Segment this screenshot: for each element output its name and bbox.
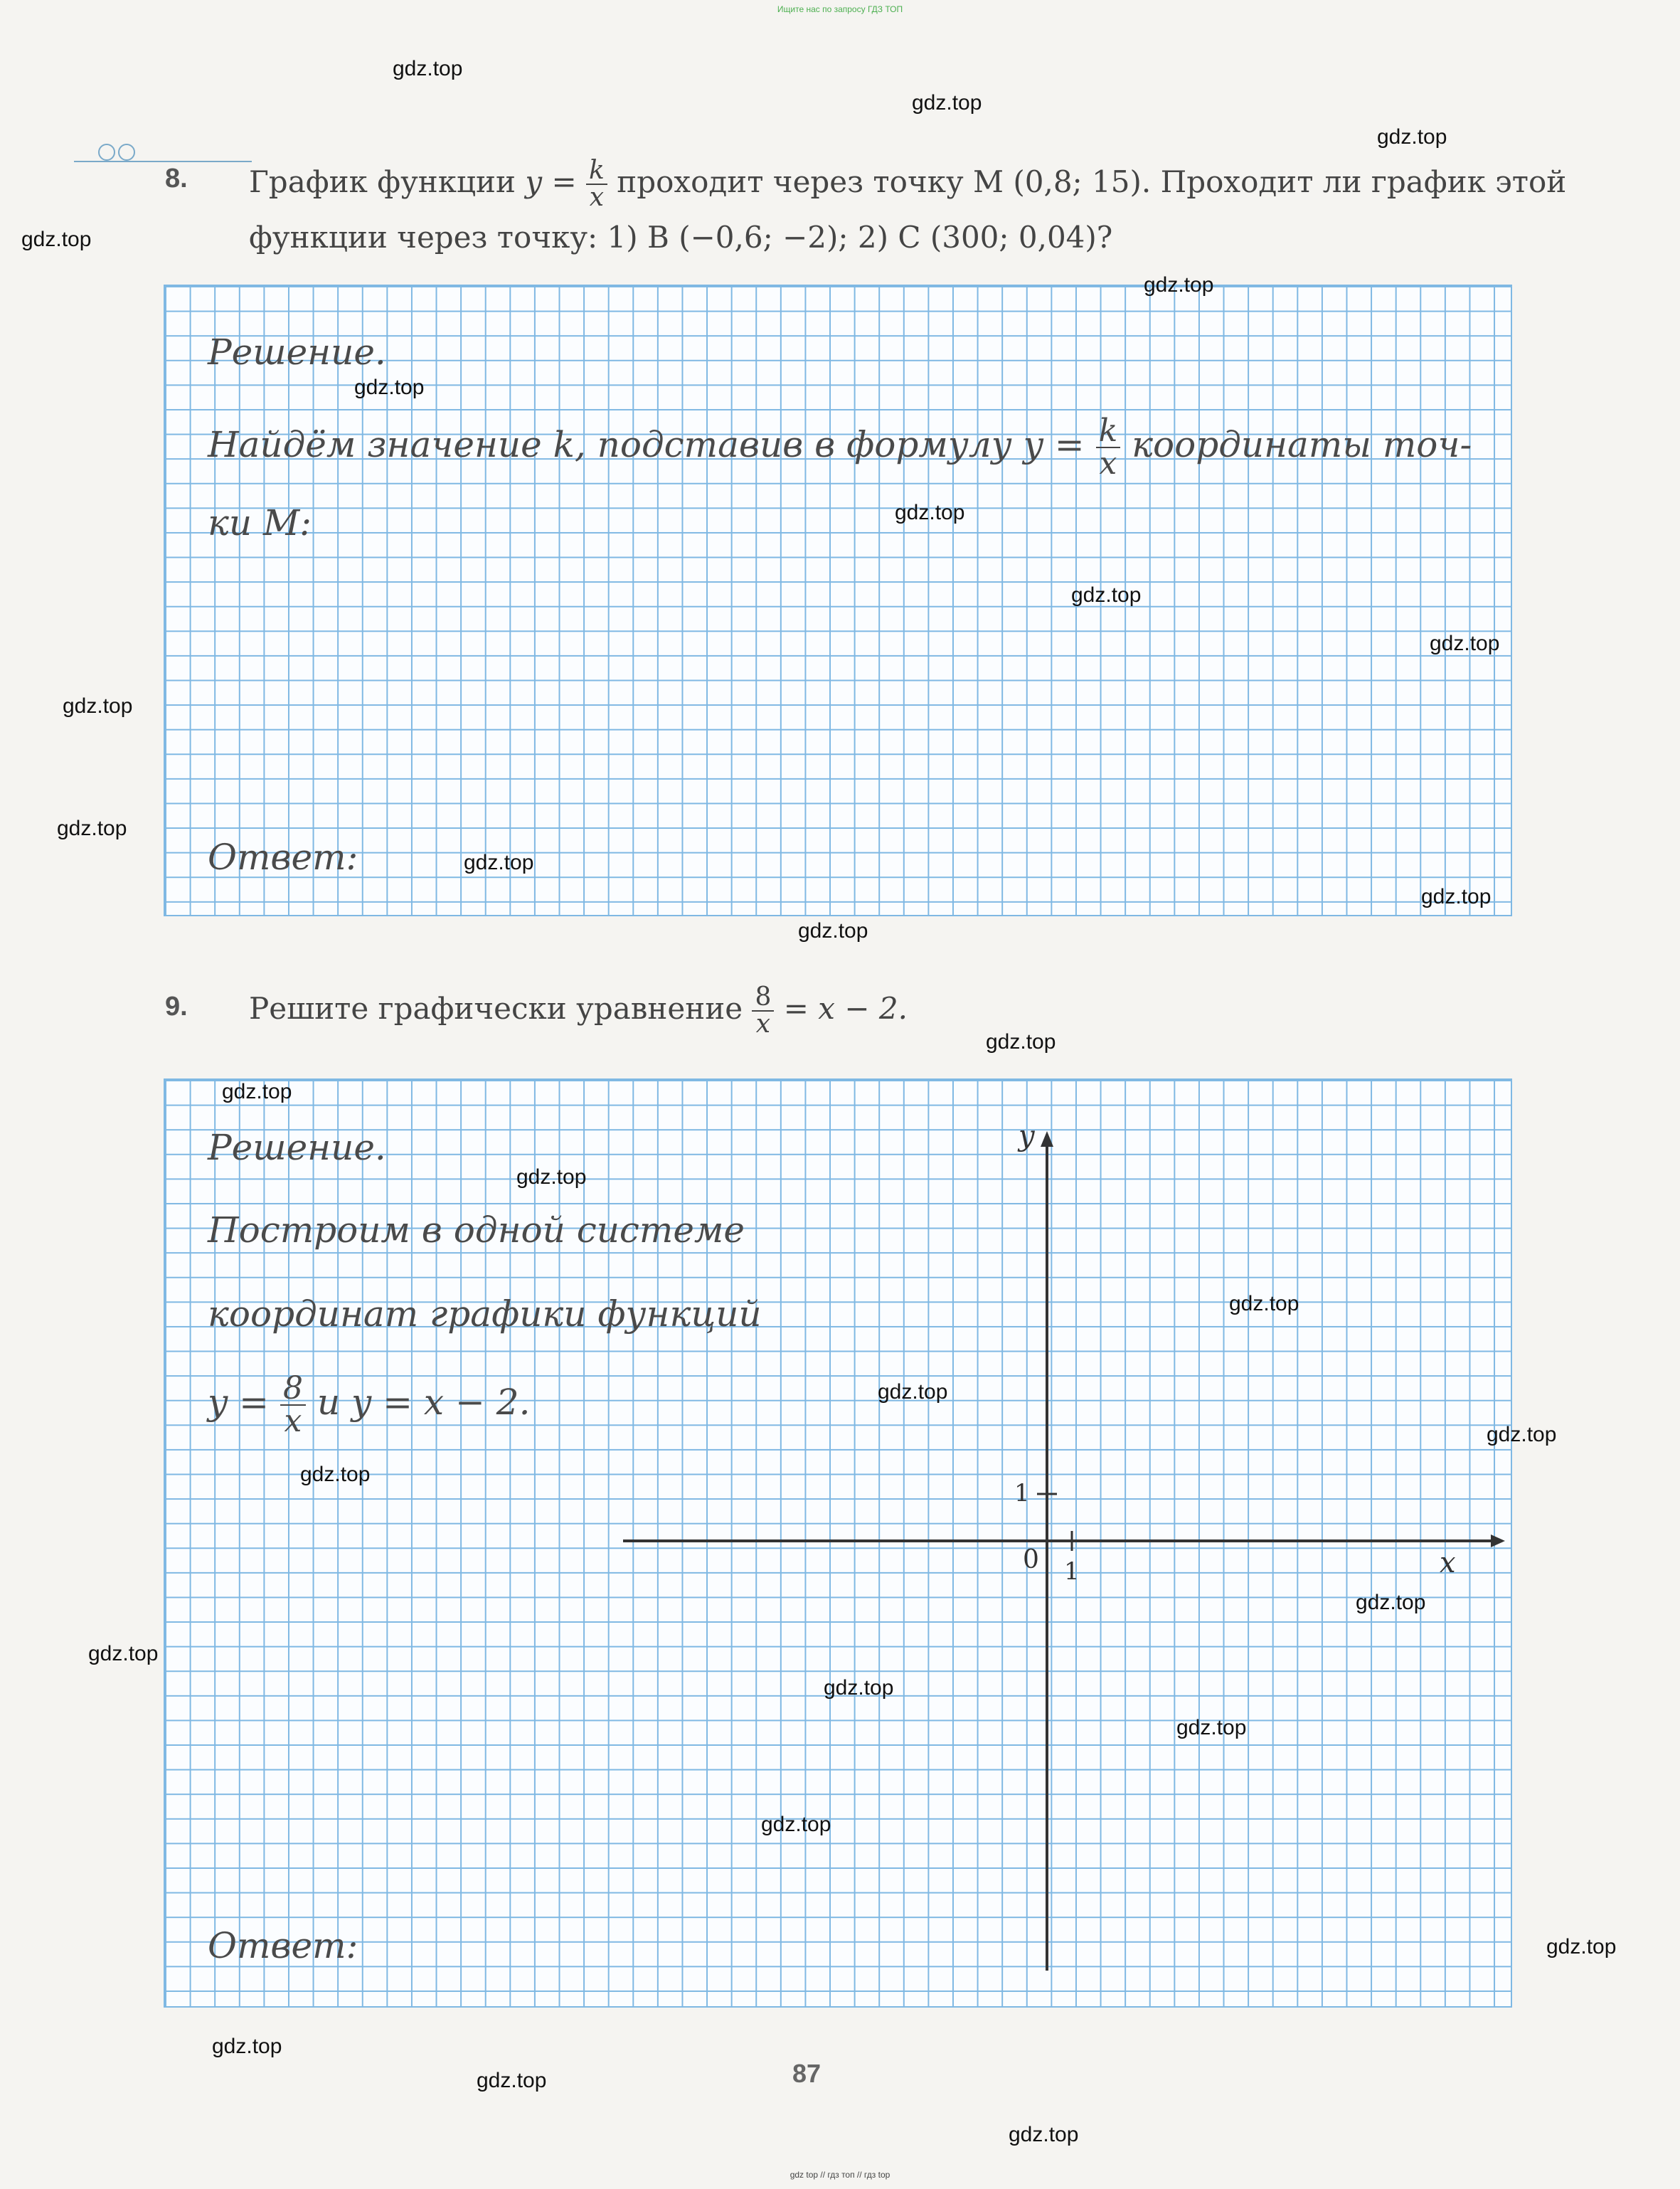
task8-sol-text-b: координаты точ-: [1132, 424, 1472, 465]
watermark: gdz.top: [1430, 632, 1500, 655]
watermark: gdz.top: [824, 1676, 894, 1700]
top-banner[interactable]: Ищите нас по запросу ГДЗ ТОП: [777, 4, 903, 14]
task8-sol-y-eq: y =: [1023, 424, 1085, 465]
task8-text-b: проходит через точку M (0,8; 15). Проходит ли график этой: [617, 164, 1567, 199]
watermark: gdz.top: [88, 1642, 159, 1665]
task8-frac-den: x: [586, 184, 607, 211]
task8-solution-label: Решение.: [208, 332, 386, 373]
task8-line2: функции через точку: 1) B (−0,6; −2); 2) C (300; 0,04)?: [249, 220, 1113, 255]
watermark: gdz.top: [798, 919, 868, 943]
watermark: gdz.top: [477, 2069, 547, 2092]
task9-frac-num: 8: [755, 982, 772, 1012]
task9-solution-label: Решение.: [208, 1127, 386, 1168]
watermark: gdz.top: [21, 228, 92, 251]
watermark: gdz.top: [986, 1030, 1056, 1054]
watermark: gdz.top: [222, 1080, 292, 1103]
task8-sol-frac-den: x: [1096, 447, 1121, 479]
watermark: gdz.top: [300, 1463, 371, 1486]
task9-sol-rest: и y = x − 2.: [317, 1382, 531, 1423]
watermark: gdz.top: [878, 1380, 948, 1404]
task8-sol-frac-num: k: [1098, 413, 1118, 449]
task9-answer-label: Ответ:: [208, 1925, 358, 1966]
watermark: gdz.top: [57, 817, 127, 840]
watermark: gdz.top: [516, 1165, 587, 1189]
y-unit-label: 1: [1014, 1479, 1030, 1507]
task9-number: 9.: [165, 992, 188, 1022]
x-axis-arrow-icon: [1491, 1535, 1505, 1547]
task9-sol-frac-den: x: [280, 1404, 306, 1437]
watermark: gdz.top: [464, 851, 534, 874]
watermark: gdz.top: [1421, 885, 1492, 908]
watermark: gdz.top: [212, 2035, 282, 2058]
task8-solution-line2: ки M:: [208, 502, 312, 544]
watermark: gdz.top: [761, 1813, 831, 1836]
task9-solution-line2: координат графики функций: [208, 1293, 762, 1335]
watermark: gdz.top: [1229, 1292, 1299, 1315]
watermark: gdz.top: [1176, 1716, 1247, 1739]
watermark: gdz.top: [895, 501, 965, 524]
watermark: gdz.top: [1546, 1935, 1617, 1959]
y-axis-label: y: [1019, 1120, 1035, 1152]
task9-frac-den: x: [752, 1010, 774, 1037]
watermark: gdz.top: [1356, 1591, 1426, 1614]
task8-answer-label: Ответ:: [208, 837, 358, 878]
task8-sol-text-a: Найдём значение k, подставив в формулу: [208, 424, 1012, 465]
watermark: gdz.top: [393, 57, 463, 80]
watermark: gdz.top: [1009, 2123, 1079, 2146]
watermark: gdz.top: [354, 376, 425, 399]
x-unit-label: 1: [1064, 1557, 1080, 1586]
origin-label: 0: [1023, 1545, 1039, 1574]
x-axis-label: x: [1440, 1547, 1456, 1579]
task9-text: Решите графически уравнение: [249, 991, 743, 1026]
task9-sol-frac-num: 8: [282, 1370, 303, 1406]
bottom-banner[interactable]: gdz top // гдз топ // гдз top: [790, 2170, 890, 2180]
task8-y-eq: y =: [525, 164, 577, 199]
page-number: 87: [792, 2059, 822, 2088]
watermark: gdz.top: [1071, 583, 1142, 607]
watermark: gdz.top: [1377, 125, 1447, 149]
watermark: gdz.top: [1487, 1423, 1557, 1446]
task8-number: 8.: [165, 164, 188, 194]
task8-text-a: График функции: [249, 164, 516, 199]
task9-text-b: = x − 2.: [783, 991, 908, 1026]
task9-solution-line1: Построим в одной системе: [208, 1209, 745, 1251]
watermark: gdz.top: [1144, 273, 1214, 297]
task9-sol-y-eq: y =: [208, 1382, 270, 1423]
y-axis-arrow-icon: [1041, 1131, 1053, 1147]
task8-frac-num: k: [589, 156, 605, 185]
watermark: gdz.top: [63, 694, 133, 718]
watermark: gdz.top: [912, 91, 982, 115]
